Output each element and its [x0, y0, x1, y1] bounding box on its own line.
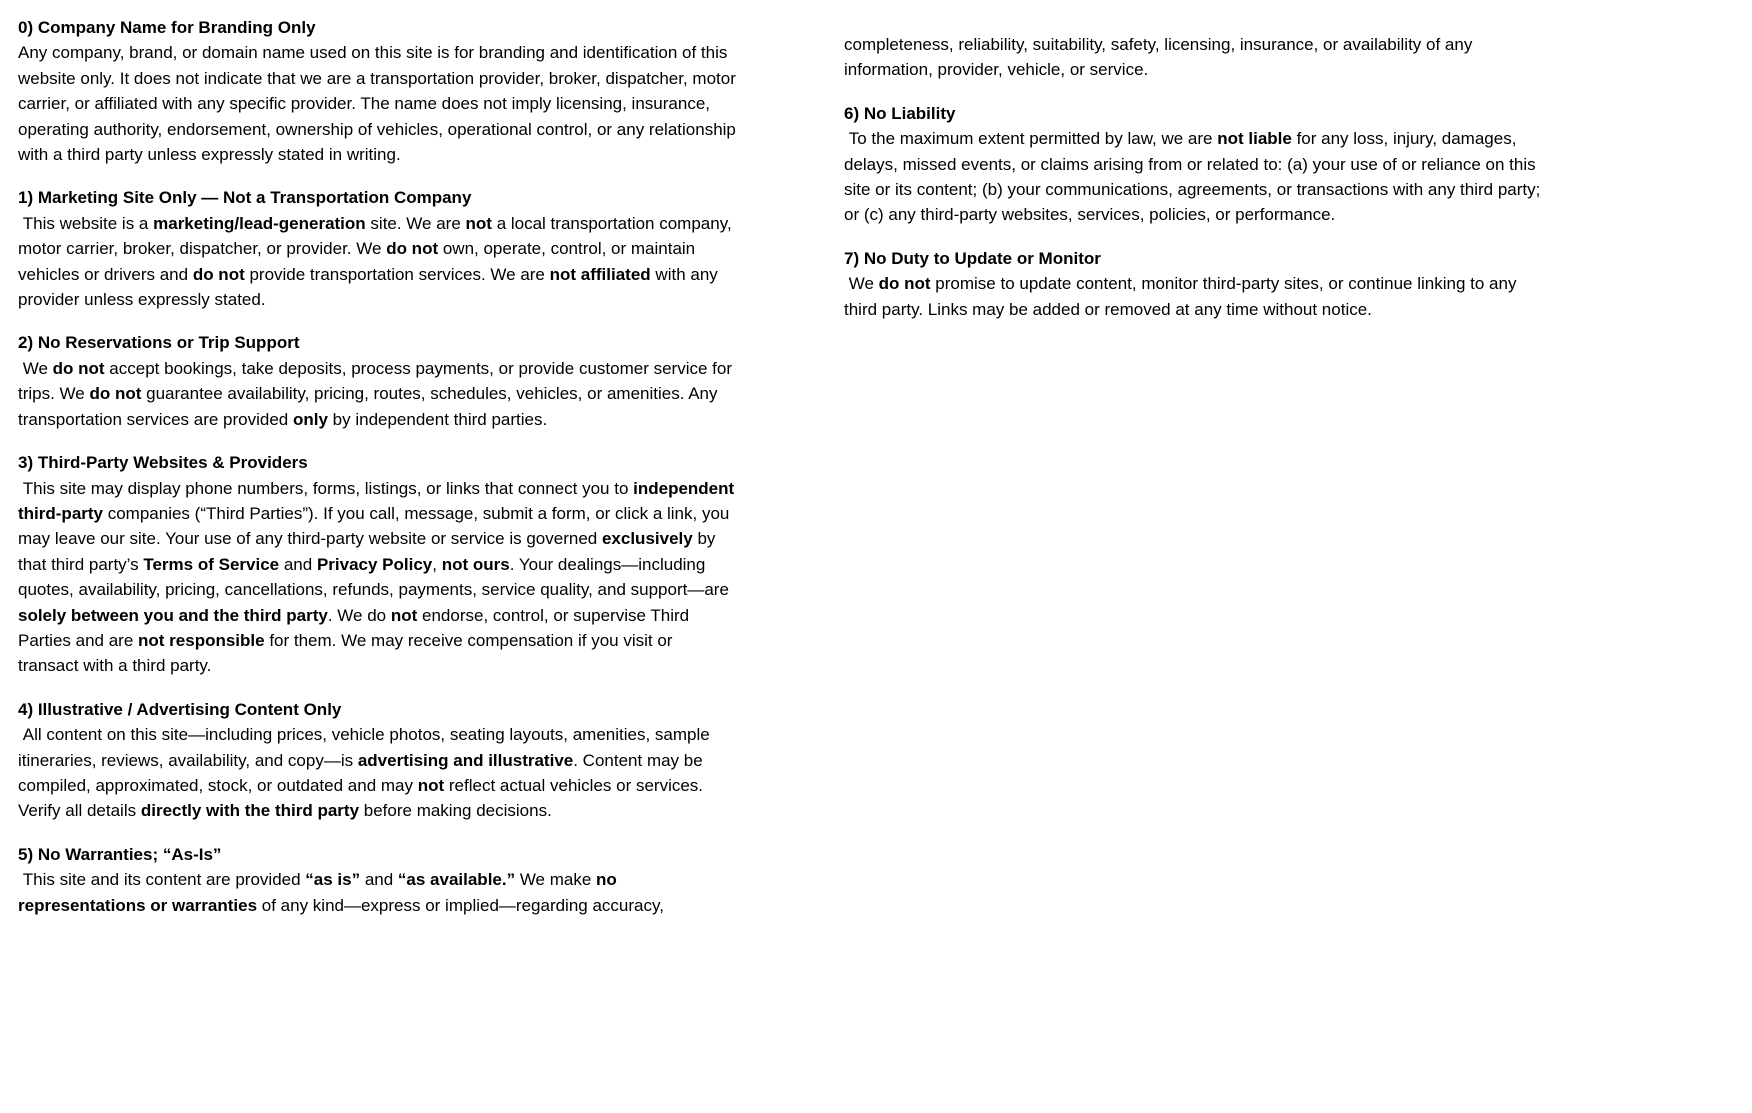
disclaimer-section: [18, 330, 736, 432]
bold-text-segment: solely between you and the third party: [18, 605, 328, 625]
bold-text-segment: not affiliated: [549, 264, 651, 284]
text-segment: All content on this site—including prices, vehicle photos, seating layouts, amenities, sample itineraries, reviews, availability, and copy—is: [18, 725, 715, 770]
bold-text-segment: not ours: [441, 554, 510, 574]
text-segment: We: [844, 274, 879, 294]
text-segment: reflect actual vehicles or services. Verify all details: [18, 775, 708, 821]
text-segment: We: [18, 358, 53, 378]
text-segment: This site and its content are provided: [18, 870, 306, 890]
bold-text-segment: not: [390, 605, 418, 625]
bold-text-segment: no representations or warranties: [18, 870, 622, 915]
bold-text-segment: directly with the third party: [140, 801, 360, 821]
section-body: [18, 356, 736, 432]
bold-text-segment: “as available.”: [397, 870, 516, 890]
text-segment: for them. We may receive compensation if you visit or transact with a third party.: [18, 630, 678, 676]
text-segment: We make: [515, 870, 597, 890]
text-segment: by independent third parties.: [327, 409, 548, 429]
section-heading: 3) Third-Party Websites & Providers: [18, 453, 308, 473]
text-segment: This site may display phone numbers, forms, listings, or links that connect you to: [18, 478, 634, 498]
text-segment: with any provider unless expressly stated.: [18, 264, 723, 310]
text-segment: and: [360, 870, 398, 890]
bold-text-segment: do not: [386, 239, 439, 259]
disclaimer-section: [844, 101, 1544, 228]
text-segment: . Your dealings—including quotes, availability, pricing, cancellations, refunds, payments, service quality, and support—are: [18, 554, 734, 600]
bold-text-segment: only: [292, 409, 328, 429]
text-segment: guarantee availability, pricing, routes, schedules, vehicles, or amenities. Any transportation services are provided: [18, 384, 723, 429]
section-body: [18, 722, 736, 824]
text-segment: a local transportation company, motor carrier, broker, dispatcher, or provider. We: [18, 213, 737, 259]
bold-text-segment: marketing/lead-generation: [153, 213, 366, 233]
section-body: [18, 867, 736, 918]
text-segment: site. We are: [365, 213, 466, 233]
text-segment: by that third party’s: [18, 529, 721, 574]
text-segment: companies (“Third Parties”). If you call, message, submit a form, or click a link, you may leave our site. Your use of any third-party website or service is governed: [18, 503, 735, 549]
bold-text-segment: “as is”: [305, 870, 361, 890]
section-body: [18, 40, 741, 167]
text-segment: . We do: [327, 605, 391, 625]
section-body: [18, 211, 736, 313]
text-segment: for any loss, injury, damages, delays, missed events, or claims arising from or related to: (a) your use of or reliance on this site or its content; (b) your communications, agreements, or transactions with any third party; or (c) any third-party websites, services, policies, or performance.: [844, 129, 1546, 225]
section-heading: 1) Marketing Site Only — Not a Transportation Company: [18, 188, 472, 208]
disclaimer-section: [844, 32, 1544, 83]
section-heading: 0) Company Name for Branding Only: [18, 18, 316, 37]
disclaimer-section: [18, 450, 739, 679]
text-segment: of any kind—express or implied—regarding accuracy,: [257, 895, 664, 915]
bold-text-segment: do not: [52, 358, 105, 378]
text-segment: accept bookings, take deposits, process payments, or provide customer service for trips. We: [18, 358, 737, 404]
text-segment: and: [279, 554, 317, 574]
section-body-continuation: [844, 32, 1544, 83]
text-segment: This website is a: [18, 213, 154, 233]
text-segment: . Content may be compiled, approximated, stock, or outdated and may: [18, 750, 708, 795]
bold-text-segment: do not: [89, 384, 142, 404]
disclaimer-section: [18, 15, 741, 167]
text-segment: endorse, control, or supervise Third Parties and are: [18, 605, 694, 650]
text-segment: completeness, reliability, suitability, safety, licensing, insurance, or availability of any information, provider, vehicle, or service.: [844, 35, 1478, 80]
section-body: [18, 476, 739, 679]
text-segment: Any company, brand, or domain name used on this site is for branding and identification of this website only. It does not indicate that we are a transportation provider, broker, dispatcher, motor carrier, or affiliated with any specific provider. The name does not imply licensing, insurance, operating authority, endorsement, ownership of vehicles, operational control, or any relationship with a third party unless expressly stated in writing.: [18, 43, 741, 165]
text-segment: promise to update content, monitor third-party sites, or continue linking to any third party. Links may be added or removed at any time without notice.: [844, 274, 1522, 319]
text-segment: provide transportation services. We are: [244, 264, 550, 284]
section-heading: 7) No Duty to Update or Monitor: [844, 248, 1101, 268]
section-body: [844, 126, 1544, 228]
bold-text-segment: do not: [878, 274, 931, 294]
text-segment: before making decisions.: [359, 801, 552, 821]
section-heading: 5) No Warranties; “As-Is”: [18, 844, 222, 864]
section-heading: 2) No Reservations or Trip Support: [18, 333, 300, 353]
bold-text-segment: advertising and illustrative: [357, 750, 574, 770]
bold-text-segment: not: [465, 213, 492, 233]
bold-text-segment: do not: [192, 264, 245, 284]
disclaimer-section: [18, 185, 736, 312]
right-column: [844, 0, 1544, 340]
section-heading: 4) Illustrative / Advertising Content Only: [18, 699, 342, 719]
left-column: [18, 0, 741, 936]
text-segment: ,: [432, 554, 442, 574]
bold-text-segment: not liable: [1217, 129, 1292, 149]
disclaimer-section: [18, 842, 736, 918]
disclaimer-section: [844, 246, 1544, 322]
section-body: [844, 271, 1544, 322]
bold-text-segment: not responsible: [138, 630, 265, 650]
bold-text-segment: independent third-party: [18, 478, 739, 523]
bold-text-segment: exclusively: [601, 529, 693, 549]
text-segment: To the maximum extent permitted by law, we are: [844, 129, 1218, 149]
bold-text-segment: Terms of Service: [143, 554, 280, 574]
bold-text-segment: not: [417, 775, 445, 795]
bold-text-segment: Privacy Policy: [316, 554, 433, 574]
disclaimer-section: [18, 697, 736, 824]
section-heading: 6) No Liability: [844, 103, 956, 123]
text-segment: own, operate, control, or maintain vehicles or drivers and: [18, 239, 700, 284]
